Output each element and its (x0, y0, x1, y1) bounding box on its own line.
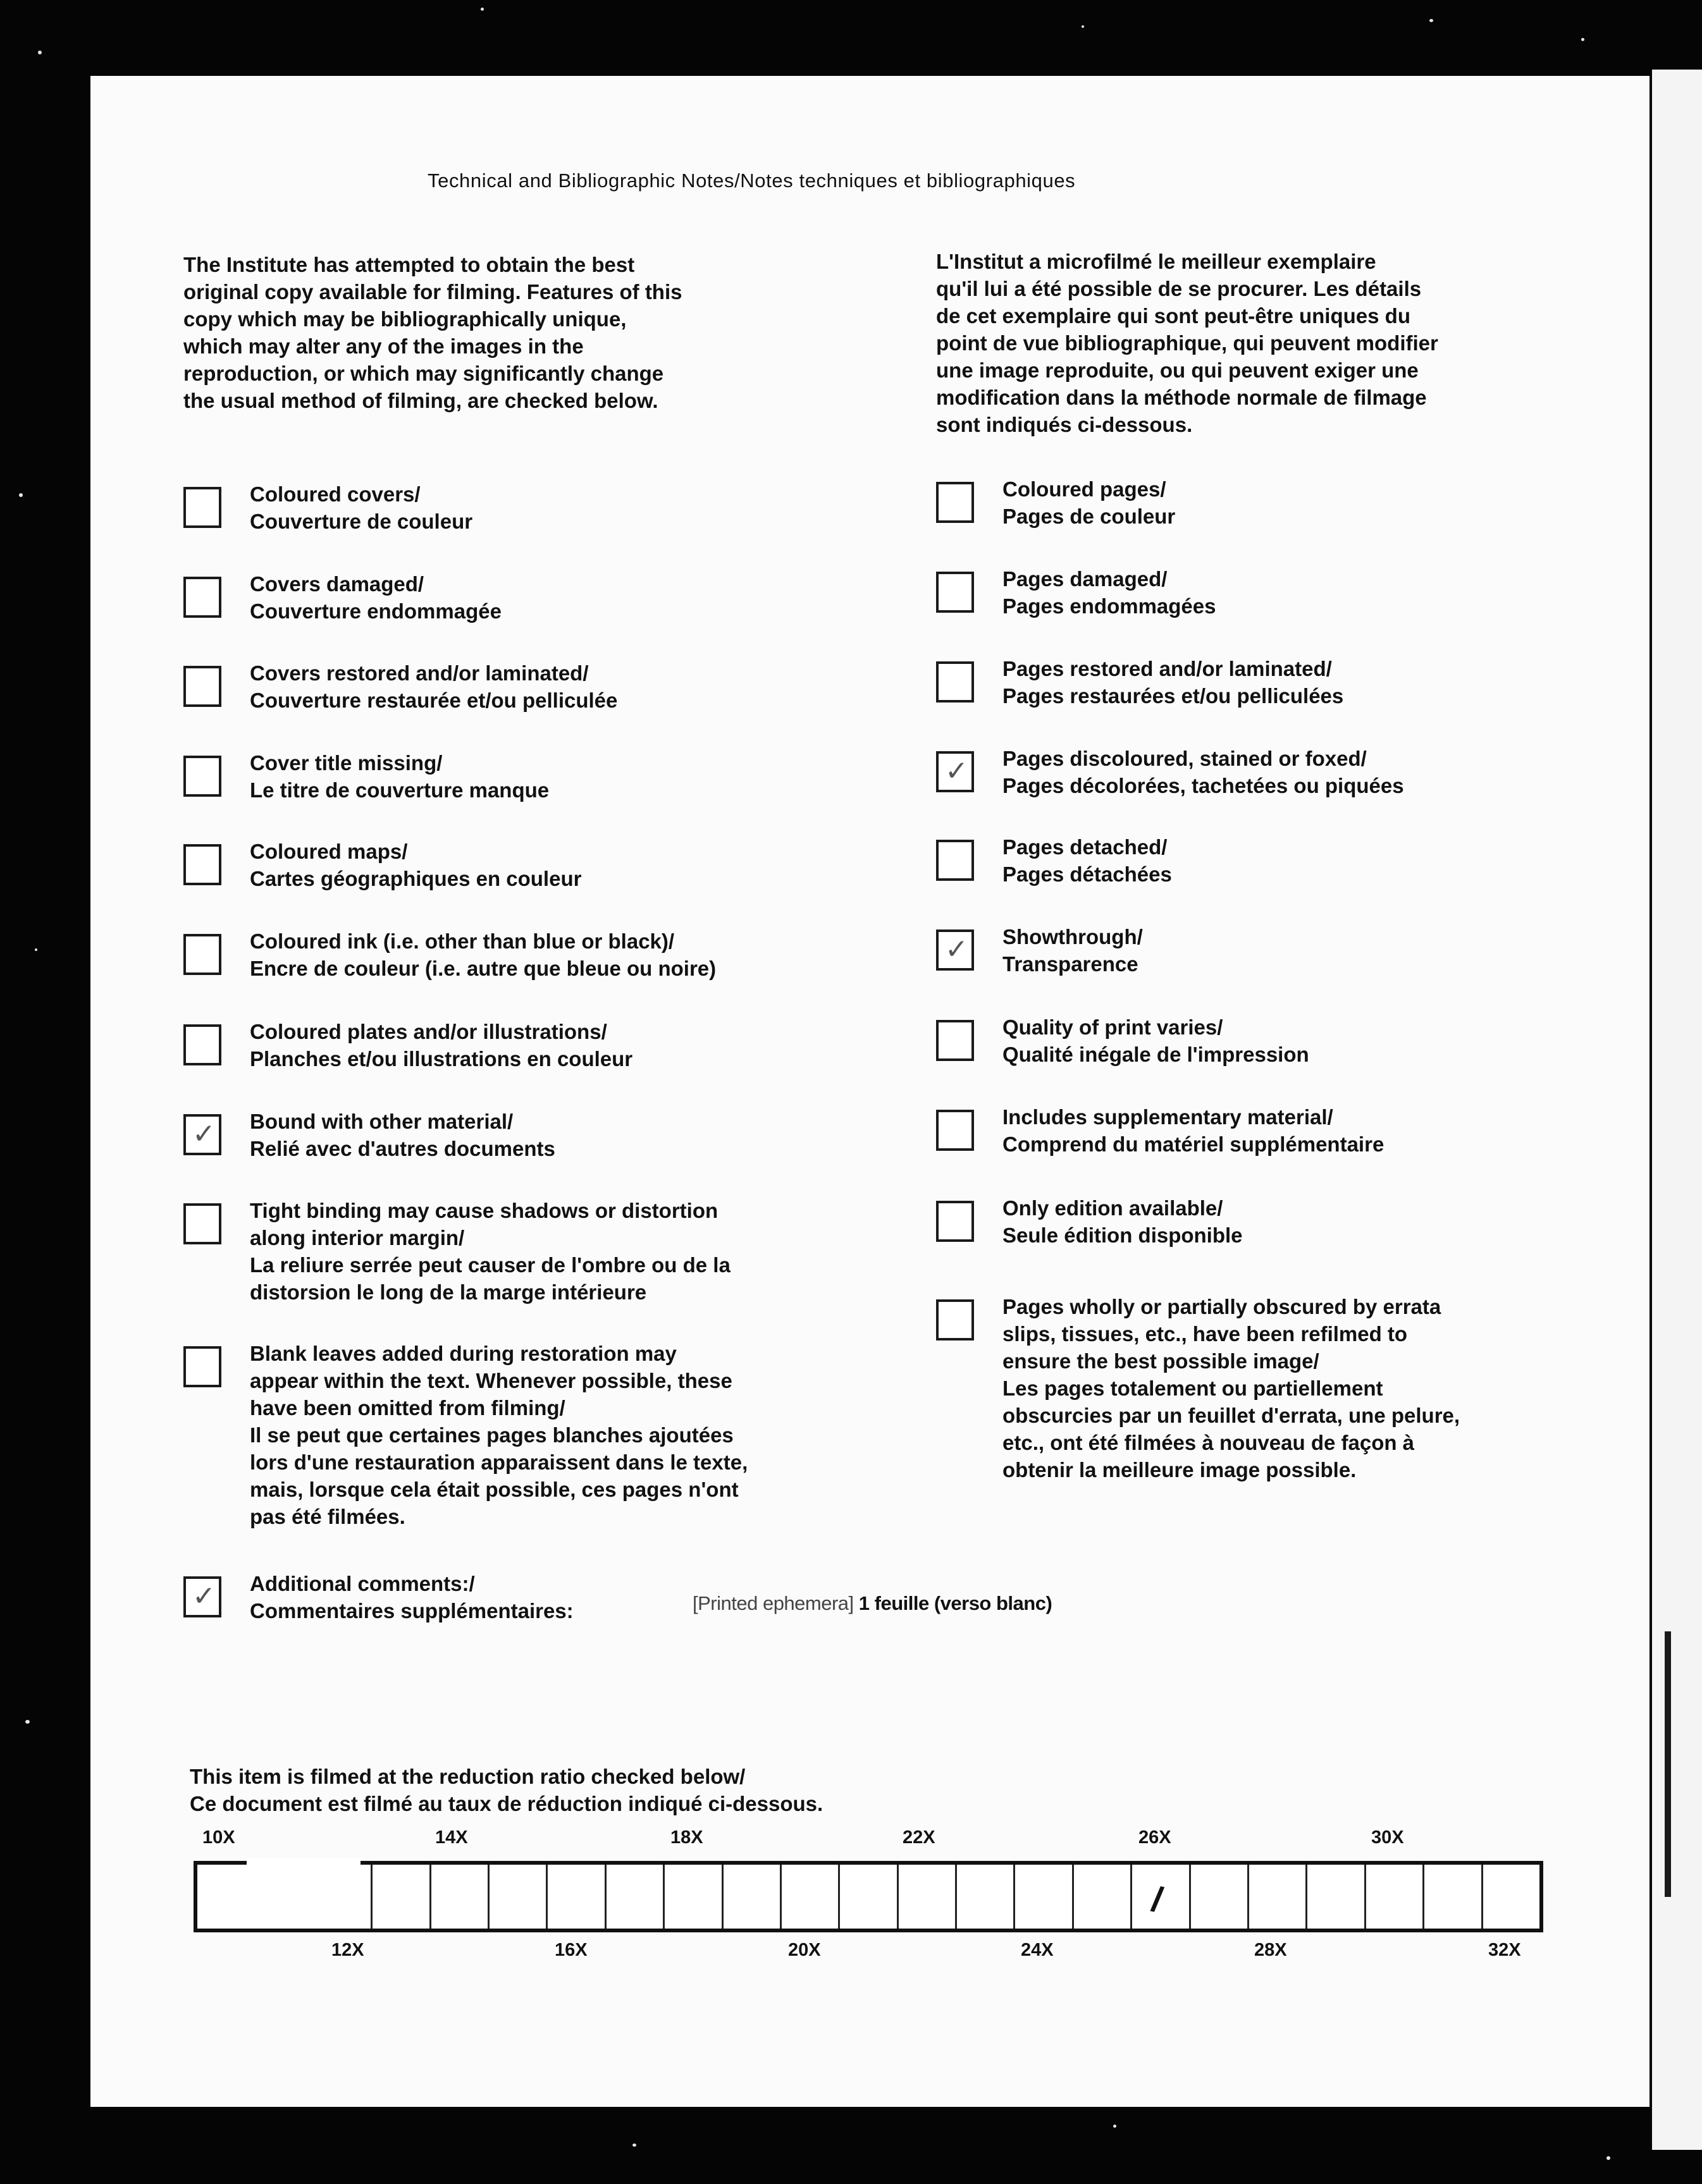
checkbox[interactable] (183, 1576, 221, 1617)
label-english: Showthrough/ (1002, 925, 1143, 948)
label-english: Pages wholly or partially obscured by errata slips, tissues, etc., have been refilmed to ensure the best possible image/ (1002, 1295, 1441, 1373)
checkmark-icon: ✓ (945, 933, 968, 966)
scale-bottom-label: 32X (1488, 1940, 1521, 1960)
item-label (1002, 833, 1635, 888)
scale-cell[interactable] (899, 1865, 957, 1929)
checkbox[interactable] (183, 844, 221, 885)
label-french: Cartes géographiques en couleur (250, 867, 582, 890)
label-english: Tight binding may cause shadows or distortion along interior margin/ (250, 1199, 718, 1249)
scale-bottom-label: 24X (1021, 1940, 1054, 1960)
scale-top-label: 22X (903, 1827, 935, 1848)
checkbox[interactable] (183, 577, 221, 618)
label-french: Le titre de couverture manque (250, 778, 550, 802)
label-french: Commentaires supplémentaires: (250, 1599, 574, 1623)
label-french: Il se peut que certaines pages blanches ajoutées lors d'une restauration apparaissent dans le texte, mais, lorsque cela était possible, ces pages n'ont pas été filmées. (250, 1423, 748, 1528)
checkmark-icon: ✓ (192, 1580, 216, 1612)
label-french: Comprend du matériel supplémentaire (1002, 1132, 1384, 1156)
label-french: Couverture de couleur (250, 510, 473, 533)
label-english: Coloured pages/ (1002, 477, 1166, 501)
ratio-note-french: Ce document est filmé au taux de réduction indiqué ci-dessous. (190, 1792, 823, 1815)
scale-top-label: 18X (670, 1827, 703, 1848)
scale-cell[interactable] (490, 1865, 548, 1929)
scale-blot (247, 1858, 361, 1929)
intro-french: L'Institut a microfilmé le meilleur exemplaire qu'il lui a été possible de se procurer. Les détails de cet exemplaire qui sont peut-être uniques du point de vue bibliographique, qui peuvent modifier une image reproduite, ou qui peuvent exiger une modification dans la méthode normale de filmage sont indiqués ci-dessous. (936, 250, 1438, 436)
scale-cell[interactable] (840, 1865, 898, 1929)
label-english: Cover title missing/ (250, 751, 443, 775)
intro-english: The Institute has attempted to obtain the best original copy available for filming. Features of this copy which may be bibliographically unique, which may alter any of the images in the reproduction, or which may significantly change the usual method of filming, are checked below. (183, 253, 682, 412)
scale-cell[interactable] (665, 1865, 723, 1929)
comment-bracket-text: [Printed ephemera] (693, 1592, 854, 1614)
scale-bottom-label: 16X (555, 1940, 588, 1960)
item-label (1002, 565, 1635, 620)
label-english: Quality of print varies/ (1002, 1015, 1223, 1039)
checkbox[interactable] (936, 661, 974, 702)
scale-cell[interactable] (373, 1865, 431, 1929)
label-french: La reliure serrée peut causer de l'ombre ou de la distorsion le long de la marge intérieure (250, 1253, 731, 1304)
label-english: Coloured plates and/or illustrations/ (250, 1020, 607, 1043)
scale-cell[interactable] (782, 1865, 840, 1929)
comment-text: 1 feuille (verso blanc) (858, 1592, 1052, 1614)
label-english: Pages restored and/or laminated/ (1002, 657, 1332, 680)
scale-check-mark: / (1148, 1879, 1167, 1920)
checkbox[interactable] (936, 1110, 974, 1151)
label-english: Pages damaged/ (1002, 567, 1168, 591)
checkbox[interactable] (183, 666, 221, 707)
scale-top-label: 26X (1138, 1827, 1171, 1848)
label-french: Transparence (1002, 952, 1138, 976)
item-label (1002, 475, 1635, 530)
label-french: Pages restaurées et/ou pelliculées (1002, 684, 1344, 708)
label-english: Coloured covers/ (250, 482, 421, 506)
scale-cell[interactable] (607, 1865, 665, 1929)
item-label (250, 570, 882, 625)
scale-cell[interactable] (1366, 1865, 1424, 1929)
scale-cell[interactable] (1191, 1865, 1249, 1929)
scale-bottom-label: 20X (788, 1940, 821, 1960)
item-label (250, 838, 882, 892)
checkbox[interactable] (183, 487, 221, 528)
scale-cell[interactable] (548, 1865, 606, 1929)
label-english: Pages detached/ (1002, 835, 1168, 859)
checkbox[interactable] (183, 1203, 221, 1244)
scale-cell[interactable] (1132, 1865, 1190, 1929)
scale-top-label: 30X (1371, 1827, 1404, 1848)
checkbox[interactable] (183, 1024, 221, 1065)
checkbox[interactable] (936, 1299, 974, 1340)
label-english: Coloured ink (i.e. other than blue or black)/ (250, 929, 675, 953)
item-label (250, 1018, 882, 1072)
checkbox[interactable] (183, 1114, 221, 1155)
scale-cell[interactable] (1424, 1865, 1483, 1929)
item-label (250, 928, 882, 982)
label-french: Qualité inégale de l'impression (1002, 1043, 1309, 1066)
checkmark-icon: ✓ (945, 755, 968, 787)
scale-cell[interactable] (724, 1865, 782, 1929)
label-english: Bound with other material/ (250, 1110, 514, 1133)
item-label (1002, 1103, 1635, 1158)
checkbox[interactable] (936, 1020, 974, 1061)
item-label (250, 1108, 882, 1162)
checkbox[interactable] (936, 572, 974, 613)
label-french: Relié avec d'autres documents (250, 1137, 555, 1160)
item-label (1002, 1014, 1635, 1068)
checkmark-icon: ✓ (192, 1118, 216, 1150)
checkbox[interactable] (936, 840, 974, 881)
label-french: Les pages totalement ou partiellement obscurcies par un feuillet d'errata, une pelure, etc., ont été filmées à nouveau de façon à obtenir la meilleure image possible. (1002, 1377, 1460, 1482)
label-french: Couverture endommagée (250, 599, 502, 623)
scale-top-label: 14X (435, 1827, 468, 1848)
checkbox[interactable] (183, 756, 221, 797)
label-french: Seule édition disponible (1002, 1224, 1243, 1247)
label-english: Coloured maps/ (250, 840, 408, 863)
scale-top-label: 10X (202, 1827, 235, 1848)
page-title: Technical and Bibliographic Notes/Notes techniques et bibliographiques (428, 169, 1076, 192)
label-french: Pages détachées (1002, 862, 1172, 886)
scale-cell[interactable] (1074, 1865, 1132, 1929)
checkbox[interactable] (936, 482, 974, 523)
adjacent-page-edge (1652, 70, 1702, 2150)
scale-cell[interactable] (957, 1865, 1015, 1929)
item-label (250, 749, 882, 804)
label-french: Pages endommagées (1002, 594, 1216, 618)
scale-cell[interactable] (1015, 1865, 1073, 1929)
checkbox[interactable] (936, 929, 974, 971)
label-english: Pages discoloured, stained or foxed/ (1002, 747, 1367, 770)
label-english: Covers damaged/ (250, 572, 424, 596)
reduction-ratio-scale (194, 1861, 1543, 1932)
label-french: Encre de couleur (i.e. autre que bleue ou noire) (250, 957, 717, 980)
adjacent-page-mark (1665, 1631, 1671, 1897)
label-english: Includes supplementary material/ (1002, 1105, 1333, 1129)
item-label (250, 1197, 882, 1306)
checkbox[interactable] (183, 934, 221, 975)
label-english: Only edition available/ (1002, 1196, 1223, 1220)
label-english: Additional comments:/ (250, 1572, 475, 1595)
item-label (1002, 655, 1635, 709)
scale-cell[interactable] (431, 1865, 490, 1929)
item-label (1002, 1293, 1635, 1483)
label-french: Planches et/ou illustrations en couleur (250, 1047, 633, 1071)
label-french: Couverture restaurée et/ou pelliculée (250, 689, 618, 712)
scale-cell[interactable] (1483, 1865, 1539, 1929)
scale-cell[interactable] (1249, 1865, 1307, 1929)
label-french: Pages de couleur (1002, 505, 1176, 528)
checkbox[interactable] (936, 1201, 974, 1242)
label-french: Pages décolorées, tachetées ou piquées (1002, 774, 1404, 797)
label-english: Blank leaves added during restoration may appear within the text. Whenever possible, these have been omitted from filming/ (250, 1342, 732, 1420)
ratio-note-english: This item is filmed at the reduction ratio checked below/ (190, 1765, 746, 1788)
item-label (1002, 1194, 1635, 1249)
additional-comments-value (693, 1592, 1052, 1615)
scale-bottom-label: 12X (331, 1940, 364, 1960)
scale-cell[interactable] (1307, 1865, 1366, 1929)
checkbox[interactable] (936, 751, 974, 792)
item-label (250, 659, 882, 714)
item-label (1002, 745, 1635, 799)
scale-bottom-label: 28X (1254, 1940, 1287, 1960)
item-label (1002, 923, 1635, 978)
item-label (250, 1340, 882, 1530)
label-english: Covers restored and/or laminated/ (250, 661, 589, 685)
reduction-ratio-note (190, 1763, 823, 1817)
checkbox[interactable] (183, 1346, 221, 1387)
item-label (250, 481, 882, 535)
